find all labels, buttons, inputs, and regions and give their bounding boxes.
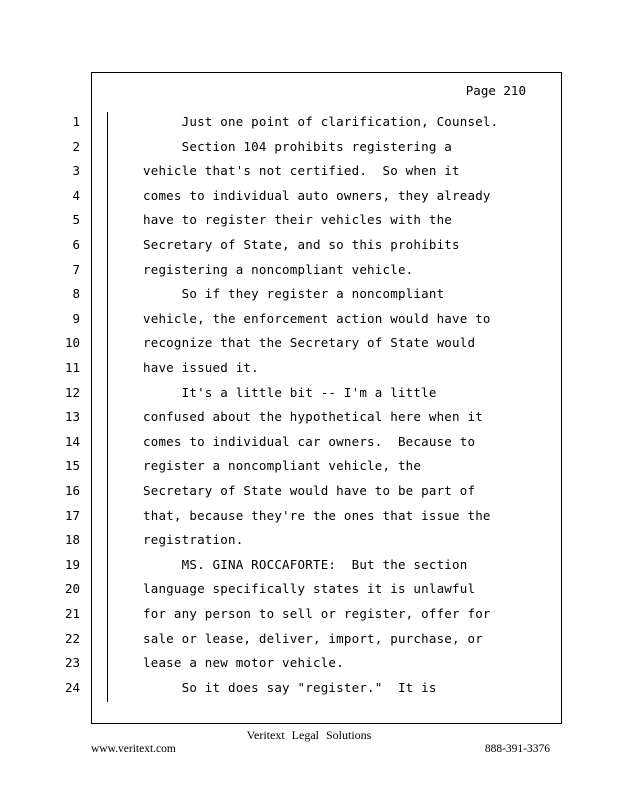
transcript-line-text: comes to individual auto owners, they already xyxy=(143,187,491,203)
transcript-line-text: language specifically states it is unlawful xyxy=(143,581,476,597)
line-number: 21 xyxy=(64,606,80,621)
transcript-line-text: So it does say "register." It is xyxy=(143,679,437,695)
line-number: 9 xyxy=(72,310,80,326)
transcript-line-text: lease a new motor vehicle. xyxy=(143,655,344,671)
line-number: 4 xyxy=(72,187,80,203)
transcript-line-text: confused about the hypothetical here when it xyxy=(143,409,483,425)
transcript-line-text: registration. xyxy=(143,532,244,548)
transcript-line-text: vehicle that's not certified. So when it xyxy=(143,163,460,179)
transcript-line-text: that, because they're the ones that issue the xyxy=(143,507,491,523)
footer-phone: 888-391-3376 xyxy=(484,743,550,755)
transcript-line-text: So if they register a noncompliant xyxy=(143,286,445,302)
line-number: 10 xyxy=(64,335,80,351)
line-number: 15 xyxy=(64,458,80,474)
page-number: Page 210 xyxy=(465,83,526,98)
line-number: 12 xyxy=(64,384,80,400)
line-number: 8 xyxy=(72,286,80,302)
transcript-line-text: comes to individual car owners. Because to xyxy=(143,433,476,449)
line-number: 24 xyxy=(64,679,80,695)
line-number: 23 xyxy=(64,655,80,671)
line-number: 14 xyxy=(64,433,80,449)
line-number: 17 xyxy=(64,507,80,523)
line-number: 11 xyxy=(64,360,80,375)
transcript-line-text: Secretary of State would have to be part of xyxy=(143,483,476,498)
transcript-line-text: MS. GINA ROCCAFORTE: But the section xyxy=(143,556,468,572)
transcript-line-text: Just one point of clarification, Counsel. xyxy=(143,114,499,129)
transcript-line-text: register a noncompliant vehicle, the xyxy=(143,458,422,474)
transcript-line-text: Secretary of State, and so this prohibits xyxy=(143,237,460,252)
line-number: 3 xyxy=(72,163,80,179)
transcript-line-text: have issued it. xyxy=(143,360,259,375)
transcript-line-text: Section 104 prohibits registering a xyxy=(143,138,453,154)
footer-company: Veritext Legal Solutions xyxy=(246,728,372,742)
margin-rule xyxy=(107,112,108,702)
transcript-line-text: vehicle, the enforcement action would have to xyxy=(143,310,491,326)
transcript-line-text: recognize that the Secretary of State would xyxy=(143,335,476,351)
line-number: 5 xyxy=(72,212,80,228)
line-number: 22 xyxy=(64,630,80,646)
line-number: 7 xyxy=(72,261,80,277)
line-number: 20 xyxy=(64,581,80,597)
transcript-line-text: sale or lease, deliver, import, purchase, or xyxy=(143,630,483,646)
line-number: 6 xyxy=(72,237,80,252)
transcript-line-text: have to register their vehicles with the xyxy=(143,212,453,228)
line-number: 2 xyxy=(72,138,80,154)
line-number: 13 xyxy=(64,409,80,425)
transcript-line-text: for any person to sell or register, offer for xyxy=(143,606,491,621)
footer-website: www.veritext.com xyxy=(91,743,176,755)
line-number: 18 xyxy=(64,532,80,548)
line-number: 1 xyxy=(72,114,80,129)
line-number: 16 xyxy=(64,483,80,498)
transcript-line-text: registering a noncompliant vehicle. xyxy=(143,261,414,277)
line-number: 19 xyxy=(64,556,80,572)
transcript-line-text: It's a little bit -- I'm a little xyxy=(143,384,437,400)
